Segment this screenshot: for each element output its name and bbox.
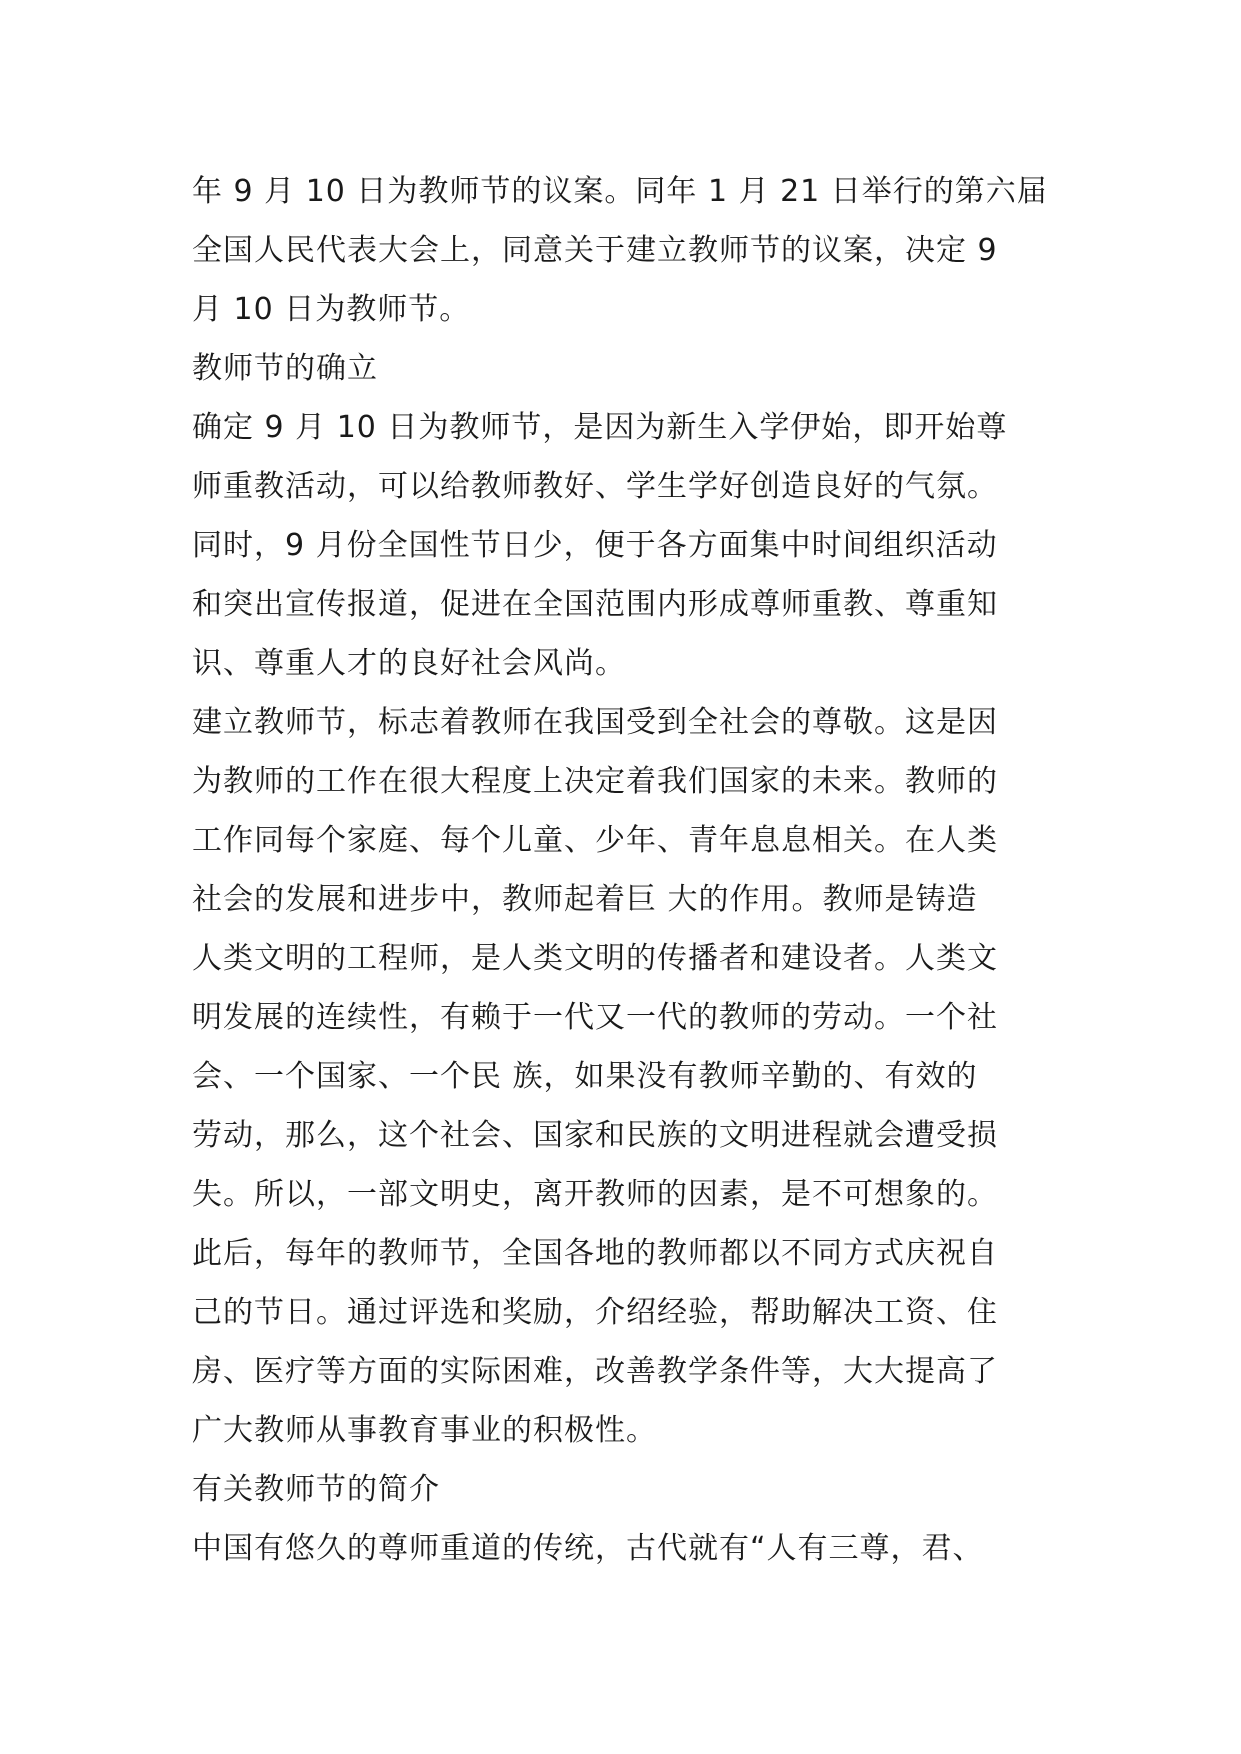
text-line: 和突出宣传报道，促进在全国范围内形成尊师重教、尊重知 bbox=[192, 587, 998, 622]
text-line: 明发展的连续性，有赖于一代又一代的教师的劳动。一个社 bbox=[192, 1000, 998, 1035]
text-line: 失。所以，一部文明史，离开教师的因素，是不可想象的。 bbox=[192, 1177, 998, 1212]
text-line: 此后，每年的教师节，全国各地的教师都以不同方式庆祝自 bbox=[192, 1236, 998, 1271]
text-line: 社会的发展和进步中，教师起着巨 大的作用。教师是铸造 bbox=[192, 882, 978, 917]
section-heading: 教师节的确立 bbox=[192, 351, 378, 386]
section-heading: 有关教师节的简介 bbox=[192, 1472, 440, 1507]
text-line: 建立教师节，标志着教师在我国受到全社会的尊敬。这是因 bbox=[192, 705, 998, 740]
text-line: 工作同每个家庭、每个儿童、少年、青年息息相关。在人类 bbox=[192, 823, 998, 858]
text-line: 师重教活动，可以给教师教好、学生学好创造良好的气氛。 bbox=[192, 469, 998, 504]
text-line: 人类文明的工程师，是人类文明的传播者和建设者。人类文 bbox=[192, 941, 998, 976]
text-line: 中国有悠久的尊师重道的传统，古代就有“人有三尊，君、 bbox=[192, 1531, 984, 1566]
text-line: 会、一个国家、一个民 族，如果没有教师辛勤的、有效的 bbox=[192, 1059, 978, 1094]
text-line: 月 10 日为教师节。 bbox=[192, 292, 471, 327]
text-line: 房、医疗等方面的实际困难，改善教学条件等，大大提高了 bbox=[192, 1354, 998, 1389]
text-line: 识、尊重人才的良好社会风尚。 bbox=[192, 646, 626, 681]
text-line: 广大教师从事教育事业的积极性。 bbox=[192, 1413, 657, 1448]
text-line: 确定 9 月 10 日为教师节，是因为新生入学伊始，即开始尊 bbox=[192, 410, 1008, 445]
text-line: 同时，9 月份全国性节日少，便于各方面集中时间组织活动 bbox=[192, 528, 998, 563]
text-line: 为教师的工作在很大程度上决定着我们国家的未来。教师的 bbox=[192, 764, 998, 799]
text-line: 劳动，那么，这个社会、国家和民族的文明进程就会遭受损 bbox=[192, 1118, 998, 1153]
text-line: 年 9 月 10 日为教师节的议案。同年 1 月 21 日举行的第六届 bbox=[192, 174, 1048, 209]
document-body bbox=[192, 162, 1092, 1578]
text-line: 全国人民代表大会上，同意关于建立教师节的议案，决定 9 bbox=[192, 233, 998, 268]
text-line: 己的节日。通过评选和奖励，介绍经验，帮助解决工资、住 bbox=[192, 1295, 998, 1330]
